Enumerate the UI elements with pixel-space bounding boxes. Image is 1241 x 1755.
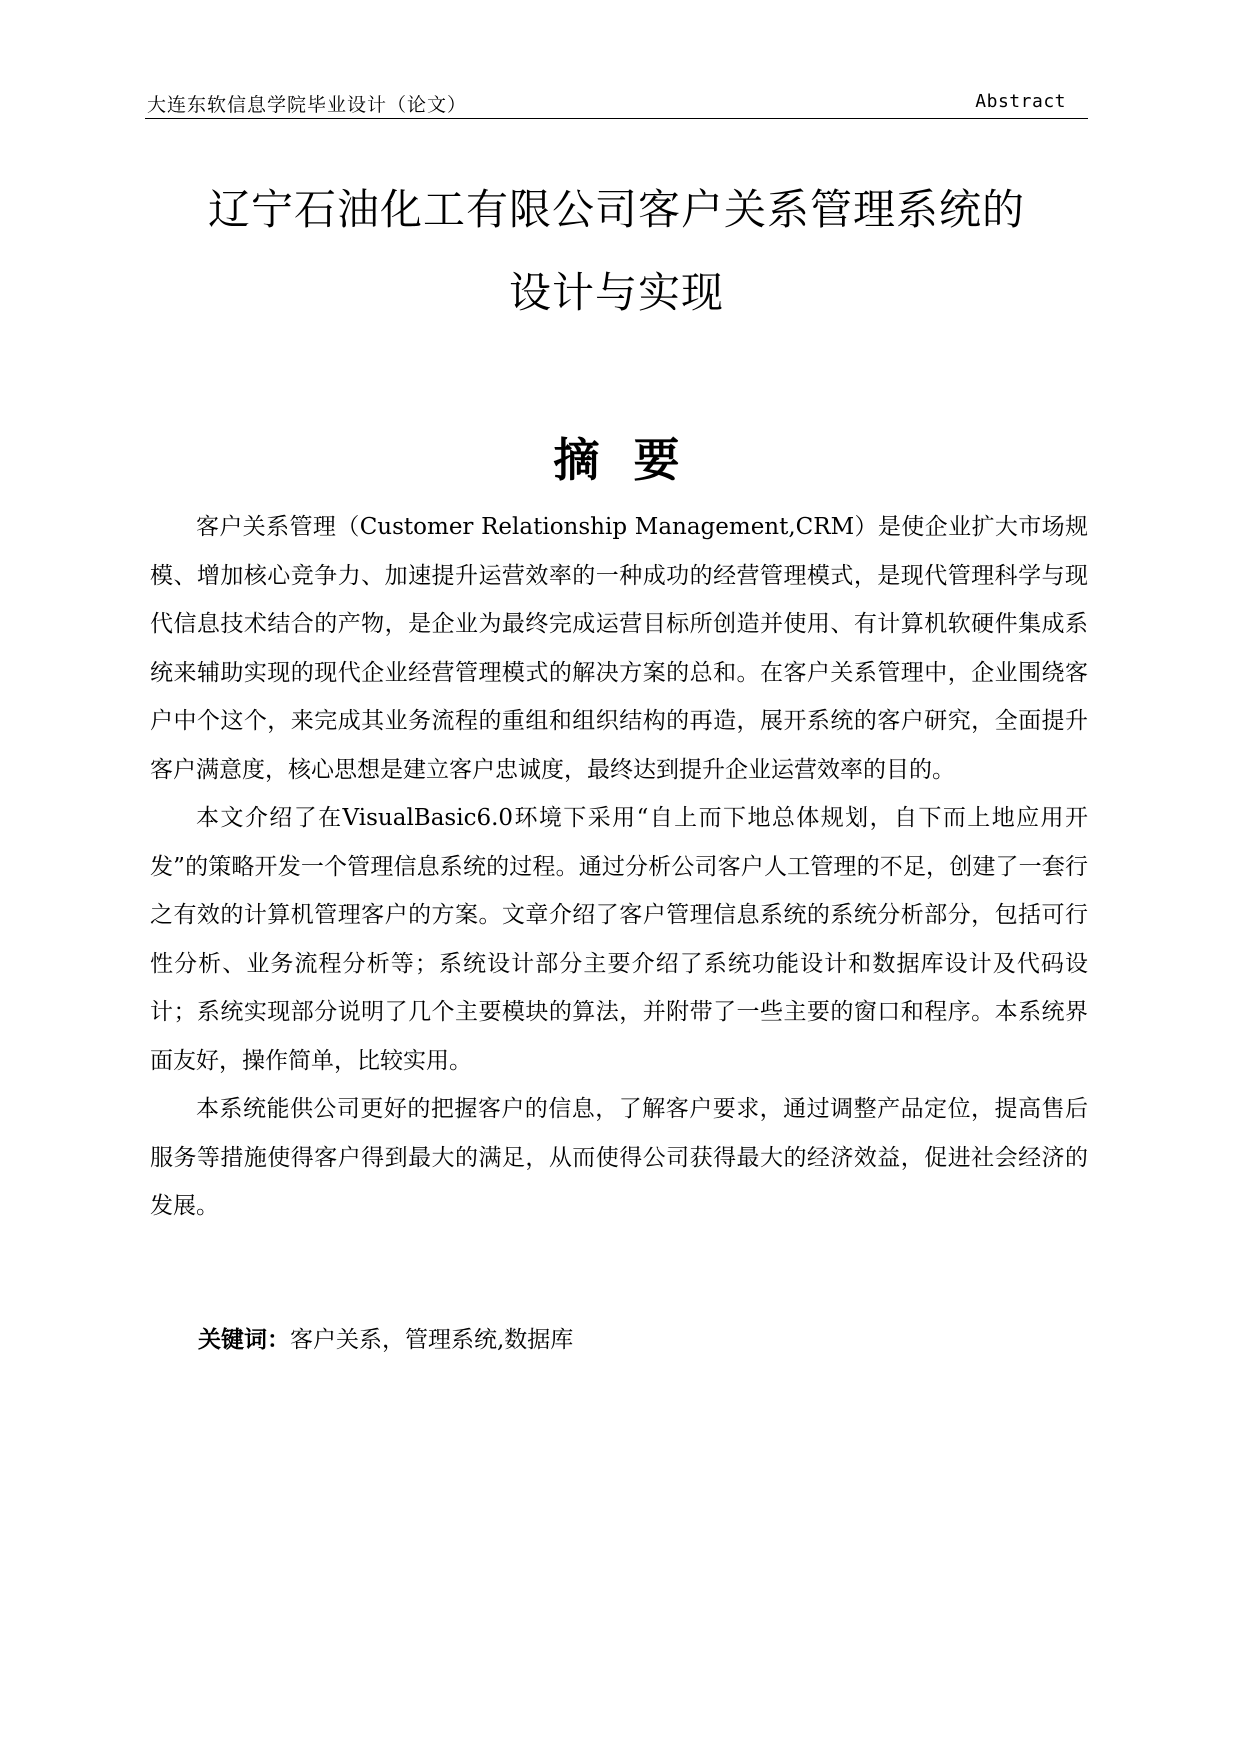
abstract-paragraph-1: 客户关系管理（Customer Relationship Management,CRM）是使企业扩大市场规模、增加核心竞争力、加速提升运营效率的一种成功的经营管理模式，是现代管理科学与现代信息技术结合的产物，是企业为最终完成运营目标所创造并使用、有计算机软硬件集成系统来辅助实现的现代企业经营管理模式的解决方案的总和。在客户关系管理中，企业围绕客户中个这个，来完成其业务流程的重组和组织结构的再造，展开系统的客户研究，全面提升客户满意度，核心思想是建立客户忠诚度，最终达到提升企业运营效率的目的。	[150, 514, 1088, 783]
abstract-body	[150, 503, 1088, 1231]
abstract-paragraph-3: 本系统能供公司更好的把握客户的信息，了解客户要求，通过调整产品定位，提高售后服务等措施使得客户得到最大的满足，从而使得公司获得最大的经济效益，促进社会经济的发展。	[150, 1096, 1088, 1219]
abstract-heading: 摘要	[553, 433, 714, 487]
document-title-line-1: 辽宁石油化工有限公司客户关系管理系统的	[207, 185, 1025, 234]
document-title-line-2: 设计与实现	[508, 268, 724, 317]
keywords-value: 客户关系，管理系统,数据库	[290, 1327, 574, 1353]
keywords-label: 关键词：	[198, 1327, 290, 1353]
keywords-line	[198, 1320, 573, 1360]
header-section-name: Abstract	[975, 91, 1066, 112]
abstract-paragraph-2: 本文介绍了在VisualBasic6.0环境下采用“自上而下地总体规划，自下而上地应用开发”的策略开发一个管理信息系统的过程。通过分析公司客户人工管理的不足，创建了一套行之有效的计算机管理客户的方案。文章介绍了客户管理信息系统的系统分析部分，包括可行性分析、业务流程分析等；系统设计部分主要介绍了系统功能设计和数据库设计及代码设计；系统实现部分说明了几个主要模块的算法，并附带了一些主要的窗口和程序。本系统界面友好，操作简单，比较实用。	[150, 805, 1088, 1074]
page-header	[145, 88, 1088, 119]
header-institution: 大连东软信息学院毕业设计（论文）	[147, 94, 468, 116]
